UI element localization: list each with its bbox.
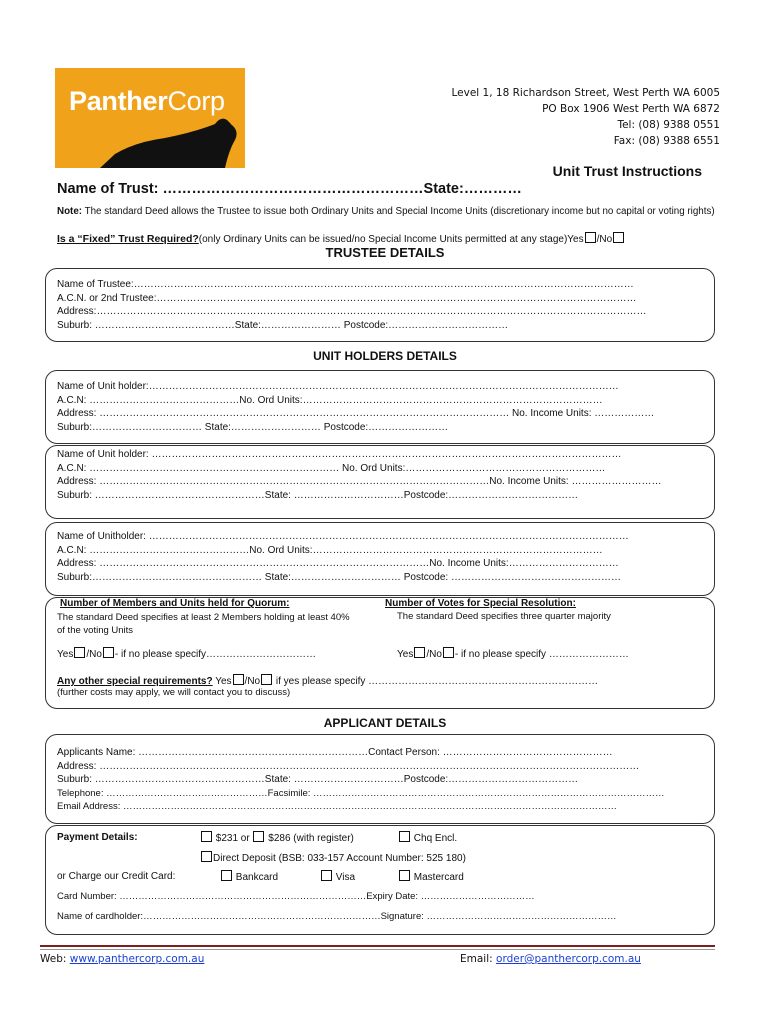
applicant-address-field[interactable]: Address: ……………………………………………………………………………………………………………………………………………… bbox=[57, 760, 640, 772]
bankcard-checkbox[interactable] bbox=[221, 870, 232, 881]
unitholder-address-field[interactable]: Address: ………………………………………………………………………………………………………No. Income Units: ……………………… bbox=[57, 476, 662, 487]
direct-deposit-option: Direct Deposit (BSB: 033-157 Account Number: 525 180) bbox=[200, 851, 466, 866]
card-number-field[interactable]: Card Number: ……………………………………………………………………Expiry Date: ……………………………… bbox=[57, 891, 535, 902]
phone-line: Tel: (08) 9388 0551 bbox=[617, 119, 720, 131]
footer-email: Email: order@panthercorp.com.au bbox=[460, 953, 641, 965]
footer-web: Web: www.panthercorp.com.au bbox=[40, 953, 205, 965]
footer-divider bbox=[40, 945, 715, 947]
applicant-fields bbox=[57, 746, 665, 814]
unitholder-suburb-field[interactable]: Suburb: ……………………………………………State: ……………………………Postcode:………………………………… bbox=[57, 489, 579, 501]
resolution-yes-checkbox[interactable] bbox=[414, 647, 425, 658]
special-specify-field[interactable]: if yes please specify …………………………………………………………… bbox=[273, 676, 599, 687]
unitholder-suburb-field[interactable]: Suburb:…………………………………………… State:…………………………… Postcode: …………………………………………… bbox=[57, 571, 621, 583]
cardholder-field[interactable]: Name of cardholder:…………………………………………………………………Signature: …………………………………………………… bbox=[57, 911, 617, 922]
special-requirements-row: Any other special requirements? Yes /No if yes please specify …………………………………………………………… bbox=[57, 676, 599, 687]
unitholder-name-field[interactable]: Name of Unit holder: …………………………………………………………………………………………………………………………… bbox=[57, 449, 622, 460]
unitholder-suburb-field[interactable]: Suburb:…………………………… State:……………………… Postcode:…………………… bbox=[57, 421, 449, 433]
special-requirements-note: (further costs may apply, we will contact you to discuss) bbox=[57, 687, 291, 698]
footer-divider-thin bbox=[40, 949, 715, 950]
applicant-heading: APPLICANT DETAILS bbox=[323, 716, 447, 730]
trustee-fields bbox=[57, 278, 646, 332]
quorum-heading: Number of Members and Units held for Quorum: bbox=[60, 598, 290, 609]
applicant-phone-field[interactable]: Telephone: ……………………………………………Facsimile: ………………………………………………………………………………………………… bbox=[57, 787, 665, 799]
unitholder-address-field[interactable]: Address: ………………………………………………………………………………………No. Income Units:…………………………… bbox=[57, 558, 619, 569]
special-resolution-heading: Number of Votes for Special Resolution: bbox=[385, 598, 576, 609]
special-requirements-label: Any other special requirements? bbox=[57, 676, 213, 687]
name-of-trust-field[interactable]: Name of Trust: ………………………………………………State:………… bbox=[57, 181, 522, 197]
trustee-heading: TRUSTEE DETAILS bbox=[325, 245, 445, 260]
panthercorp-logo bbox=[55, 68, 245, 168]
address-line: Level 1, 18 Richardson Street, West Perth WA 6005 bbox=[451, 87, 720, 99]
fixed-trust-question: Is a “Fixed” Trust Required?(only Ordinary Units can be issued/no Special Income Units permitted at any stage)Yes /No bbox=[57, 232, 625, 245]
visa-checkbox[interactable] bbox=[321, 870, 332, 881]
address-line: PO Box 1906 West Perth WA 6872 bbox=[542, 103, 720, 115]
deed-note: Note: The standard Deed allows the Trustee to issue both Ordinary Units and Special Income Units (discretionary income but no capital or voting rights) bbox=[57, 206, 715, 217]
card-visa: Visa bbox=[320, 870, 355, 885]
logo-wordmark: PantherCorp bbox=[69, 86, 225, 116]
mastercard-checkbox[interactable] bbox=[399, 870, 410, 881]
resolution-specify-field[interactable]: - if no please specify …………………… bbox=[454, 649, 629, 660]
unitholder-name-field[interactable]: Name of Unit holder:…………………………………………………………………………………………………………………………… bbox=[57, 381, 619, 392]
resolution-no-checkbox[interactable] bbox=[443, 647, 454, 658]
cheque-checkbox[interactable] bbox=[399, 831, 410, 842]
trustee-acn-field[interactable]: A.C.N. or 2nd Trustee:……………………………………………………………………………………………………………………………… bbox=[57, 292, 637, 304]
fixed-no-checkbox[interactable] bbox=[613, 232, 624, 243]
payment-option-cheque: Chq Encl. bbox=[398, 831, 457, 846]
unitholder-1-fields bbox=[57, 380, 654, 434]
website-link[interactable]: www.panthercorp.com.au bbox=[69, 953, 205, 965]
unitholders-heading: UNIT HOLDERS DETAILS bbox=[313, 349, 457, 363]
unitholder-address-field[interactable]: Address: …………………………………………………………………………………………………………… No. Income Units: ……………… bbox=[57, 408, 655, 419]
unitholder-2-fields bbox=[57, 448, 662, 502]
unitholder-3-fields bbox=[57, 530, 629, 584]
quorum-no-checkbox[interactable] bbox=[103, 647, 114, 658]
trustee-suburb-field[interactable]: Suburb: ……………………………………State:…………………… Postcode:……………………………… bbox=[57, 319, 509, 331]
credit-card-label: or Charge our Credit Card: bbox=[57, 871, 176, 882]
form-title: Unit Trust Instructions bbox=[552, 163, 702, 179]
quorum-specify-field[interactable]: - if no please specify…………………………… bbox=[114, 649, 317, 660]
applicant-suburb-field[interactable]: Suburb: ……………………………………………State: ……………………………Postcode:………………………………… bbox=[57, 774, 579, 785]
panther-icon bbox=[55, 68, 245, 168]
fax-line: Fax: (08) 9388 6551 bbox=[613, 135, 720, 147]
applicant-name-field[interactable]: Applicants Name: ……………………………………………………………Contact Person: …………………………………………… bbox=[57, 747, 613, 758]
card-bankcard: Bankcard bbox=[220, 870, 278, 885]
special-resolution-text: The standard Deed specifies three quarter majority bbox=[397, 611, 611, 622]
trustee-name-field[interactable]: Name of Trustee:…………………………………………………………………………………………………………………………………… bbox=[57, 279, 634, 290]
quorum-option: Yes /No - if no please specify…………………………… bbox=[57, 649, 317, 660]
email-link[interactable]: order@panthercorp.com.au bbox=[496, 953, 641, 965]
unitholder-acn-field[interactable]: A.C.N: …………………………………………No. Ord Units:…………………………………………………………………………… bbox=[57, 544, 603, 556]
applicant-email-field[interactable]: Email Address: ………………………………………………………………………………………………………………………………………… bbox=[57, 801, 617, 812]
payment-option-231: $231 or $286 (with register) bbox=[200, 831, 354, 846]
card-mastercard: Mastercard bbox=[398, 870, 464, 885]
fixed-trust-label: Is a “Fixed” Trust Required? bbox=[57, 233, 199, 245]
quorum-yes-checkbox[interactable] bbox=[74, 647, 85, 658]
special-yes-checkbox[interactable] bbox=[233, 674, 244, 685]
payment-label: Payment Details: bbox=[57, 832, 138, 843]
fixed-yes-checkbox[interactable] bbox=[585, 232, 596, 243]
fee-286-checkbox[interactable] bbox=[253, 831, 264, 842]
trustee-address-field[interactable]: Address:………………………………………………………………………………………………………………………………………………… bbox=[57, 306, 647, 317]
company-address bbox=[452, 85, 721, 149]
special-resolution-option: Yes /No - if no please specify …………………… bbox=[397, 649, 629, 660]
special-no-checkbox[interactable] bbox=[261, 674, 272, 685]
direct-deposit-checkbox[interactable] bbox=[201, 851, 212, 862]
unitholder-acn-field[interactable]: A.C.N: ………………………………………No. Ord Units:……………………………………………………………………………… bbox=[57, 394, 603, 406]
unitholder-acn-field[interactable]: A.C.N: ………………………………………………………………… No. Ord Units:…………………………………………………… bbox=[57, 462, 606, 474]
quorum-text: The standard Deed specifies at least 2 Members holding at least 40% of the voting Units bbox=[57, 612, 350, 636]
unitholder-name-field[interactable]: Name of Unitholder: ……………………………………………………………………………………………………………………………… bbox=[57, 531, 629, 542]
fee-231-checkbox[interactable] bbox=[201, 831, 212, 842]
